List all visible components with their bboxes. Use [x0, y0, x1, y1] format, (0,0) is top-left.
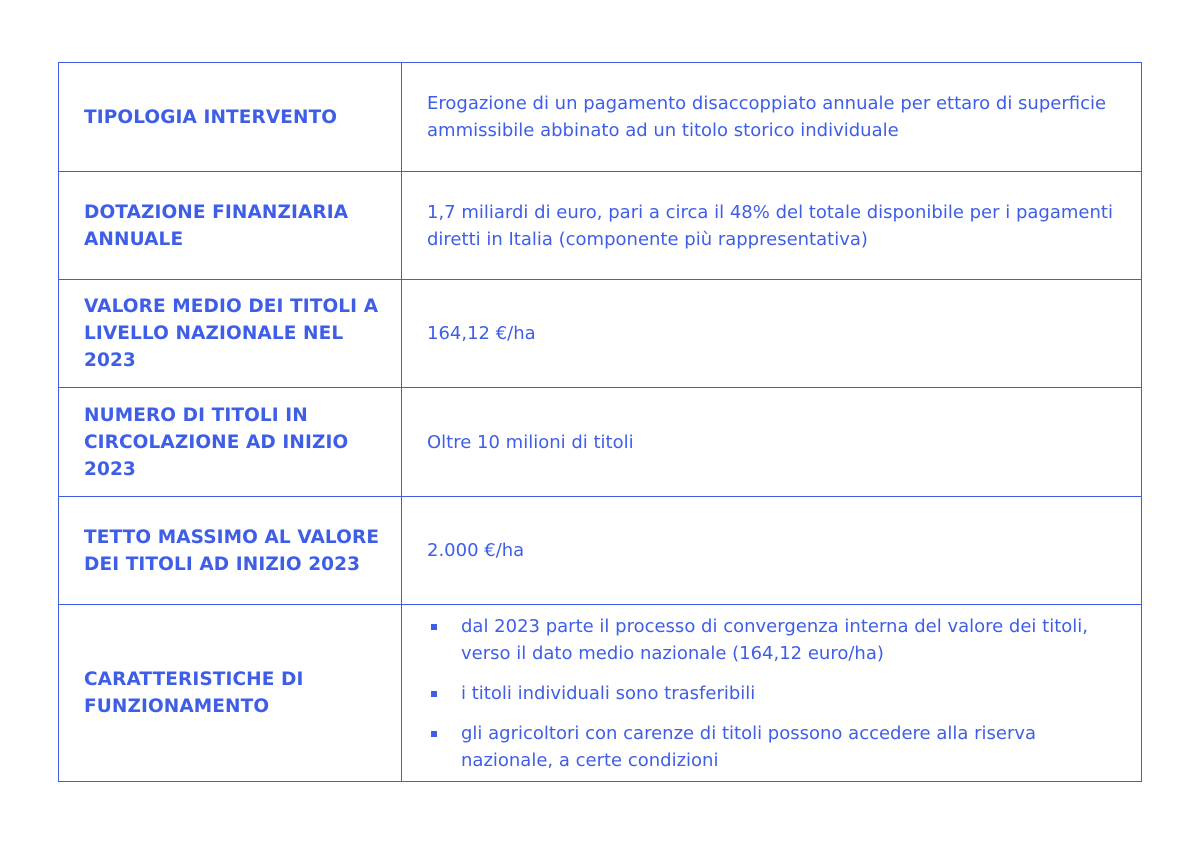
- bullet-item: [427, 680, 1121, 707]
- table-row: [59, 280, 1142, 388]
- row-label: TETTO MASSIMO AL VALORE DEI TITOLI AD INIZIO 2023: [59, 497, 402, 605]
- row-value: 1,7 miliardi di euro, pari a circa il 48% del totale disponibile per i pagamenti diretti in Italia (componente più rappresentativa): [402, 172, 1142, 280]
- square-bullet-icon: [431, 731, 437, 737]
- row-value: Erogazione di un pagamento disaccoppiato annuale per ettaro di superficie ammissibile abbinato ad un titolo storico individuale: [402, 63, 1142, 172]
- table-row: [59, 172, 1142, 280]
- row-value-list: [402, 605, 1142, 782]
- row-value: 164,12 €/ha: [402, 280, 1142, 388]
- bullet-item: [427, 613, 1121, 667]
- row-value: 2.000 €/ha: [402, 497, 1142, 605]
- row-label: VALORE MEDIO DEI TITOLI A LIVELLO NAZIONALE NEL 2023: [59, 280, 402, 388]
- bullet-text: i titoli individuali sono trasferibili: [461, 682, 756, 704]
- bullet-text: gli agricoltori con carenze di titoli possono accedere alla riserva nazionale, a certe condizioni: [461, 722, 1037, 771]
- row-label: TIPOLOGIA INTERVENTO: [59, 63, 402, 172]
- bullet-list: [427, 613, 1121, 774]
- row-label: DOTAZIONE FINANZIARIA ANNUALE: [59, 172, 402, 280]
- bullet-item: [427, 720, 1121, 774]
- table-row: [59, 497, 1142, 605]
- table-row: [59, 63, 1142, 172]
- row-label: CARATTERISTICHE DI FUNZIONAMENTO: [59, 605, 402, 782]
- bullet-text: dal 2023 parte il processo di convergenza interna del valore dei titoli, verso il dato medio nazionale (164,12 euro/ha): [461, 615, 1089, 664]
- table-row: [59, 388, 1142, 497]
- info-table: [58, 62, 1142, 782]
- row-value: Oltre 10 milioni di titoli: [402, 388, 1142, 497]
- table-row: [59, 605, 1142, 782]
- square-bullet-icon: [431, 624, 437, 630]
- row-label: NUMERO DI TITOLI IN CIRCOLAZIONE AD INIZIO 2023: [59, 388, 402, 497]
- square-bullet-icon: [431, 691, 437, 697]
